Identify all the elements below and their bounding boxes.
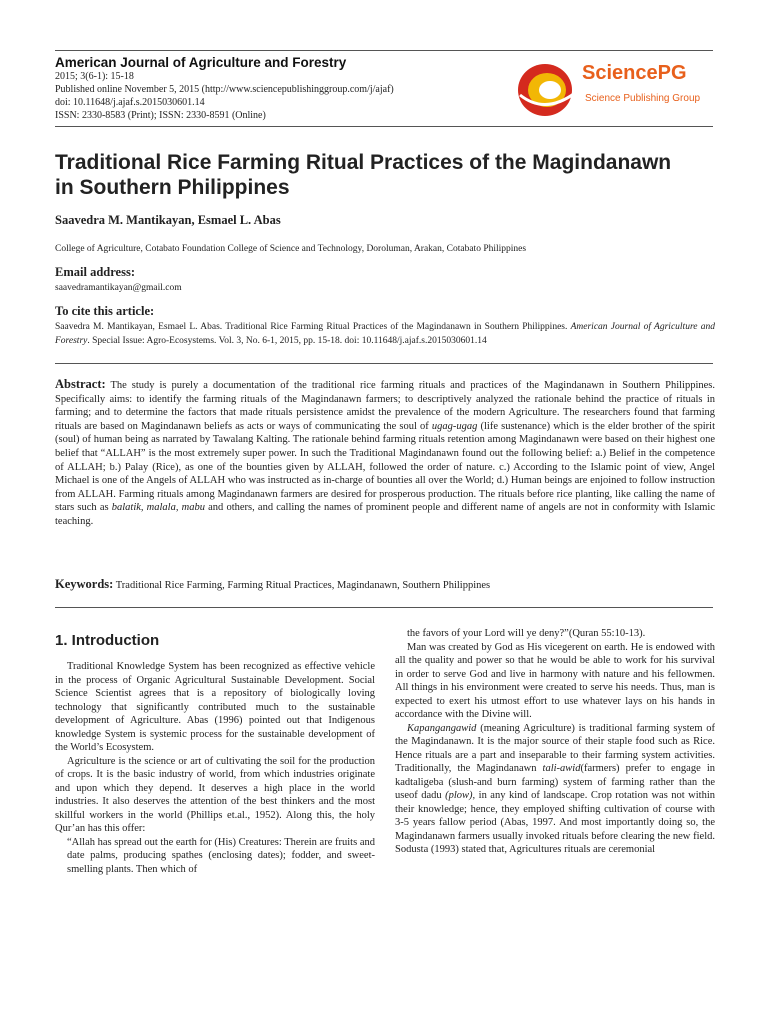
abstract-term: balatik, malala, mabu bbox=[111, 502, 205, 514]
logo-name: SciencePG bbox=[582, 62, 687, 84]
term: tali-awid bbox=[542, 763, 581, 774]
paragraph-text: in any kind of landscape. Crop rotation was not within their knowledge; hence, they employed shifting cultivation of course with 3-5 years fallow period (Abas, 1997. And most importantly doing so, the Magindanawn farmers usually invoked rituals before clearing the new field. Sodusta (1993) stated that, Agricultures rituals are ceremonial bbox=[395, 790, 715, 855]
quran-quote: “Allah has spread out the earth for (His) Creatures: Therein are fruits and date palms, producing spathes (enclosing dates); fodder, and sweet-smelling plants. Then which of bbox=[67, 836, 375, 875]
sciencepg-swirl-icon bbox=[515, 60, 585, 118]
paragraph-text: (farmers) prefer to engage in kadtaligeba (slush-and burn farming) system of farming rather than the useof dadu bbox=[395, 763, 715, 801]
abstract bbox=[55, 378, 715, 529]
abstract-text: (life sustenance) which is the elder brother of the spirit (soul) of human being as narrated by Tawalang Kalting. The rationale behind farming rituals retention among Magindanawn were based on their highest one belief that “ALLAH” is the most extremely super power. In such the Traditional Magindanawn found out the following belief: a.) Belief in the competence of ALLAH; b.) Palay (Rice), as one of the bounties given by ALLAH, followed the order of nature. c.) According to the Islamic point of view, Angel Michael is one of the Angels of ALLAH who was instructed as in-charge of bounties all over the World; d.) Human beings are enjoined to follow instruction from ALLAH. Farming rituals among Magindanawn farmers are desired for prosperous production. The rituals before rice planting, like calling the name of stars such as bbox=[55, 420, 715, 514]
paragraph-text: (meaning Agriculture) is traditional farming system of the Magindanawn. It is the major source of their staple food such as Rice. Hence rituals are a part and inseparable to their farming system activities. Traditionally, the Magindanawn bbox=[395, 722, 715, 774]
cite-label: To cite this article: bbox=[55, 304, 155, 318]
article-title: Traditional Rice Farming Ritual Practices of the Magindanawn in Southern Philippines bbox=[55, 151, 672, 199]
volume-line: 2015; 3(6-1): 15-18 bbox=[55, 71, 134, 82]
citation-journal: American Journal of Agriculture and Forestry bbox=[55, 322, 715, 346]
paragraph: Traditional Knowledge System has been recognized as effective vehicle in the process of Organic Agricultural Sustainable Development. Social Science Scientist agrees that is a repository of biologically loving technology that significantly contributed much to the sustainable development of Agriculture. Abas (1996) pointed out that Indigenous knowledge System is systemic process for the sustainable development of the World’s Ecosystem. bbox=[55, 661, 375, 753]
left-column bbox=[55, 660, 375, 876]
logo-subtitle: Science Publishing Group bbox=[585, 93, 701, 104]
quran-quote-continued: the favors of your Lord will ye deny?”(Quran 55:10-13). bbox=[407, 628, 646, 639]
section-heading: 1. Introduction bbox=[55, 632, 160, 649]
citation-main: Saavedra M. Mantikayan, Esmael L. Abas. Traditional Rice Farming Ritual Practices of the Magindanawn in Southern Philippines. bbox=[55, 322, 571, 332]
journal-title: American Journal of Agriculture and Forestry bbox=[55, 55, 347, 70]
issn-line: ISSN: 2330-8583 (Print); ISSN: 2330-8591 (Online) bbox=[55, 110, 266, 121]
top-rule bbox=[55, 50, 713, 51]
header-rule bbox=[55, 126, 713, 127]
email-address[interactable]: saavedramantikayan@gmail.com bbox=[55, 283, 182, 293]
keywords-text: Traditional Rice Farming, Farming Ritual Practices, Magindanawn, Southern Philippines bbox=[113, 580, 491, 591]
affiliation: College of Agriculture, Cotabato Foundation College of Science and Technology, Doroluman, Arakan, Cotabato Philippines bbox=[55, 244, 527, 254]
keywords-bottom-rule bbox=[55, 607, 713, 608]
term: (plow), bbox=[445, 790, 476, 801]
abstract-top-rule bbox=[55, 363, 713, 364]
term: Kapangangawid bbox=[407, 722, 477, 734]
paragraph: Man was created by God as His vicegerent on earth. He is endowed with all the quality and power so that he would be able to work for his survival in order to serve God and live in harmony with nature and his fellowmen. All things in his environment were created to serve his needs. Thus, man is expected to exert his utmost effort to use whatever lays on his hands in accordance with the Divine will. bbox=[395, 641, 715, 720]
published-line: Published online November 5, 2015 (http://www.sciencepublishinggroup.com/j/ajaf) bbox=[55, 84, 394, 95]
abstract-text: The study is purely a documentation of the traditional rice farming rituals and practices of the Magindanawn in Southern Philippines. Specifically aims: to identify the farming rituals of the Magindanawn farmers; to descriptively analyzed the rationale behind the practice of rituals in farming; and to determine the factors that made rituals persistence amidst the prevalence of the modern Agriculture. The researchers found that farming rituals are based on Magindanawn beliefs as acts or ways of communicating the soul of bbox=[55, 380, 715, 432]
keywords-label: Keywords: bbox=[55, 577, 114, 591]
citation-details: . Special Issue: Agro-Ecosystems. Vol. 3, No. 6-1, 2015, pp. 15-18. doi: 10.11648/j.ajaf.s.2015030601.14 bbox=[87, 335, 487, 346]
abstract-text: and others, and calling the names of prominent people and different name of angels are not in conformity with Islamic teaching. bbox=[55, 502, 715, 527]
citation-text bbox=[55, 321, 715, 348]
authors: Saavedra M. Mantikayan, Esmael L. Abas bbox=[55, 213, 281, 227]
email-label: Email address: bbox=[55, 265, 135, 279]
right-column bbox=[395, 627, 715, 857]
paragraph bbox=[395, 722, 715, 857]
abstract-label: Abstract: bbox=[55, 377, 106, 391]
paragraph: Agriculture is the science or art of cultivating the soil for the production of crops. It is the basic industry of world, from which industries originate and upon which they depend. It deserves a high place in the world industries. It also deserves the attention of the best thinkers and the most skillful workers in the world (Phillips et.al., 1952). Along this, the holy Qur’an has this offer: bbox=[55, 755, 375, 834]
abstract-term: ugag-ugag bbox=[431, 420, 478, 432]
keywords bbox=[55, 577, 715, 592]
doi-line: doi: 10.11648/j.ajaf.s.2015030601.14 bbox=[55, 97, 205, 108]
